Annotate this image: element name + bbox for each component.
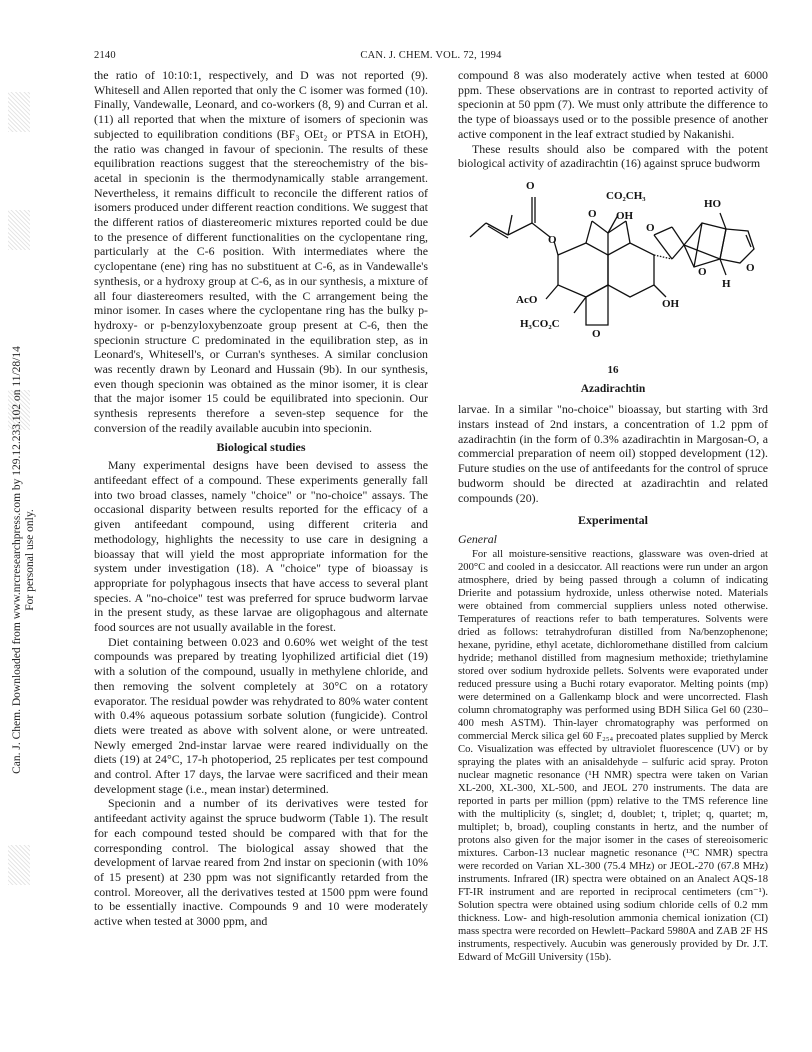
label-ester: H₃CO₂C xyxy=(520,317,560,330)
label-ester: CO₂CH₃ xyxy=(606,189,646,202)
paragraph: Diet containing between 0.023 and 0.60% wet weight of the test compounds was prepared by treating lyophilized artificial diet (19) with a solution of the compound, usually in methylene chloride, and then removing the solvent completely at 30°C on a rotatory evaporator. The residual powder was rehydrated to 80% water content with 0.4% aqueous potassium sorbate solution (fungicide). Control diets were treated as above with solvent alone, or were untreated. Newly emerged 2nd-instar larvae were reared individually on the diets (19) at 24°C, 17-h photoperiod, 25 replicates per test compound and control. After 17 days, the larvae were sacrificed and their mean development stage (i.e., mean instar) determined. xyxy=(94,634,428,796)
use-note: For personal use only. xyxy=(24,509,36,611)
scan-speckle xyxy=(8,92,30,132)
scan-speckle xyxy=(8,845,30,885)
label-o: O xyxy=(588,207,597,220)
section-heading: Experimental xyxy=(578,513,648,528)
paragraph: Many experimental designs have been devised to assess the antifeedant effect of a compound. These experiments generally fall into two broad classes, namely "choice" or "no-choice" assays. The occasional disparity between results reported for the efficacy of a given antifeedant compound, using different criteria and methodology, highlights the necessity to use care in designing a bioassay that will yield the most appropriate information for the system under investigation (18). A "choice" type of bioassay is appropriate for polyphagous insects that have access to several plant species. A "no-choice" test was preferred for spruce budworm larvae in the present study, as these larvae are oligophagous and alternate food sources are not usually available in the forest. xyxy=(94,458,428,635)
paragraph: These results should also be compared with the potent biological activity of azadirachtin (16) against spruce budworm xyxy=(458,141,768,171)
watermark-text xyxy=(11,346,37,774)
azadirachtin-structure xyxy=(458,175,768,361)
label-o: O xyxy=(526,179,535,192)
left-column xyxy=(94,68,428,929)
page-number: 2140 xyxy=(94,50,116,61)
journal-citation: CAN. J. CHEM. VOL. 72, 1994 xyxy=(360,50,502,61)
subsection-heading: General xyxy=(458,531,497,546)
label-h: H xyxy=(722,277,731,290)
scan-speckle xyxy=(8,210,30,250)
label-o: O xyxy=(746,261,755,274)
download-watermark xyxy=(0,0,48,1052)
label-o: O xyxy=(646,221,655,234)
paragraph: the ratio of 10:10:1, respectively, and D was not reported (9). Whitesell and Allen reported that only the C isomer was formed (10). Finally, Vandewalle, Leonard, and co-workers (8, 9) and Curran et al. (11) all reported that when the mixture of isomers of specionin was subjected to equilibration conditions (BF₃ OEt₂ or PTSA in EtOH), the ratio was changed in favour of specionin. The results of these equilibration reactions suggest that the stereochemistry of the bis-acetal in specionin is the thermodynamically stable arrangement. Nevertheless, it remains difficult to reconcile the different ratios of isomers produced under different reaction conditions. We suggest that the different ratios of diastereomeric mixtures reported could be due to the presence of different functionalities on the cyclopentane ring, particularly at the C-6 position. With intermediates where the cyclopentane (ene) ring has no substituent at C-6, as in Vandewalle's synthesis, or a hydroxy group at C-6, as in our synthesis, a mixture of all four diastereomers resulted, with the C arrangement being the minor isomer. In cases where the cyclopentane ring has the bulky p-hydroxy- or p-benzyloxybenzoate group present at C-6, then the specionin structure C predominated in the equilibration step, as in Leonard's, Whitesell's, or Curran's syntheses. A similar conclusion was recently drawn by Leonard and Hussain (9b). In our synthesis, even though specionin was obtained as the minor isomer, it is clear that the major isomer 15 could be equilibrated into specionin. Our synthesis represents therefore a seven-step sequence for the conversion of the readily available aucubin into specionin. xyxy=(94,68,428,435)
compound-name: Azadirachtin xyxy=(580,382,646,395)
label-o: O xyxy=(698,265,707,278)
right-column xyxy=(458,68,768,964)
paragraph: For all moisture-sensitive reactions, glassware was oven-dried at 200°C and cooled in a desiccator. All reactions were run under an argon atmosphere, dried by being passed through a column of indicating Drierite and potassium hydroxide, unless otherwise noted. Materials were obtained from commercial suppliers unless noted otherwise. Temperatures of reactions refer to bath temperatures. Solvents were dried as follows: tetrahydrofuran distilled from Na/benzophenone; hexane, pyridine, ethyl acetate, dichloromethane distilled from calcium hydride; methanol distilled from magnesium methoxide; triethylamine stored over sodium hydroxide pellets. Solvents were evaporated under reduced pressure using a Buchi rotary evaporator. Melting points (mp) were determined on a Gallenkamp block and were uncorrected. Flash column chromatography was performed using BDH Silica Gel 60 (230–400 mesh ASTM). Thin-layer chromatography was performed on commercial Merck silica gel 60 F₂₅₄ precoated plates supplied by Merck Co. Visualization was effected by ultraviolet fluorescence (UV) or by spraying the plates with an anisaldehyde – sulfuric acid spray. Proton nuclear magnetic resonance (¹H NMR) spectra were taken on Varian XL-200, XL-300, XL-500, and JEOL 270 instruments. The data are reported in parts per million (ppm) relative to the TMS reference line with the multiplicity (s, singlet; d, doublet; t, triplet; q, quartet; m, multiplet; b, broad), coupling constants in hertz, and the number of protons also given for the major isomer in the cases of stereoisomeric mixtures. Carbon-13 nuclear magnetic resonance (¹³C NMR) spectra were recorded on Varian XL-300 (75.4 MHz) or JEOL-270 (67.8 MHz) instruments. Infrared (IR) spectra were obtained on an Analect AQS-18 FT-IR instrument and are reported in reciprocal centimeters (cm⁻¹). Solution spectra were obtained using sodium chloride cells of 0.2 mm thickness. Low- and high-resolution ammonia chemical ionization (CI) mass spectra were recorded on Hewlett–Packard 5980A and ZAB 2F HS instruments, respectively. Aucubin was generously provided by Dr. J.T. Edward of McGill University (15b). xyxy=(458,548,768,963)
label-o: O xyxy=(592,327,601,340)
running-header xyxy=(94,50,768,64)
label-hydroxy: OH xyxy=(616,209,634,222)
paragraph: larvae. In a similar "no-choice" bioassay, but starting with 3rd instars instead of 2nd instars, a concentration of 1.2 ppm of azadirachtin (in the form of 0.3% azadirachtin in Margosan-O, a commercial preparation of neem oil) stopped development (12). Future studies on the use of antifeedants for the control of spruce budworm should be directed at azadirachtin and related compounds (20). xyxy=(458,402,768,505)
label-hydroxy: HO xyxy=(704,197,722,210)
paragraph: Specionin and a number of its derivatives were tested for antifeedant activity against the spruce budworm (Table 1). The result for each compound tested should be compared with that for the corresponding control. The biological assay showed that the development of larvae reared from 2nd instar on specionin (with 10% of 15 present) at 230 ppm was not significantly retarded from the control. Moreover, all the derivatives tested at 1500 ppm were found to be essentially inactive. Compounds 9 and 10 were moderately active when tested at 3000 ppm, and xyxy=(94,796,428,929)
label-hydroxy: OH xyxy=(662,297,680,310)
section-heading: Biological studies xyxy=(216,439,306,454)
label-acetoxy: AcO xyxy=(516,293,538,306)
label-o: O xyxy=(548,233,557,246)
paragraph: compound 8 was also moderately active when tested at 6000 ppm. These observations are in contrast to reported activity of specionin at 50 ppm (7). We must only attribute the difference to the type of bioassays used or to the possible presence of another active component in the leaf extract studied by Nakanishi. xyxy=(458,68,768,141)
download-note: Can. J. Chem. Downloaded from www.nrcresearchpress.com by 129.12.233.102 on 11/28/14 xyxy=(11,346,23,774)
compound-number: 16 xyxy=(607,363,619,376)
